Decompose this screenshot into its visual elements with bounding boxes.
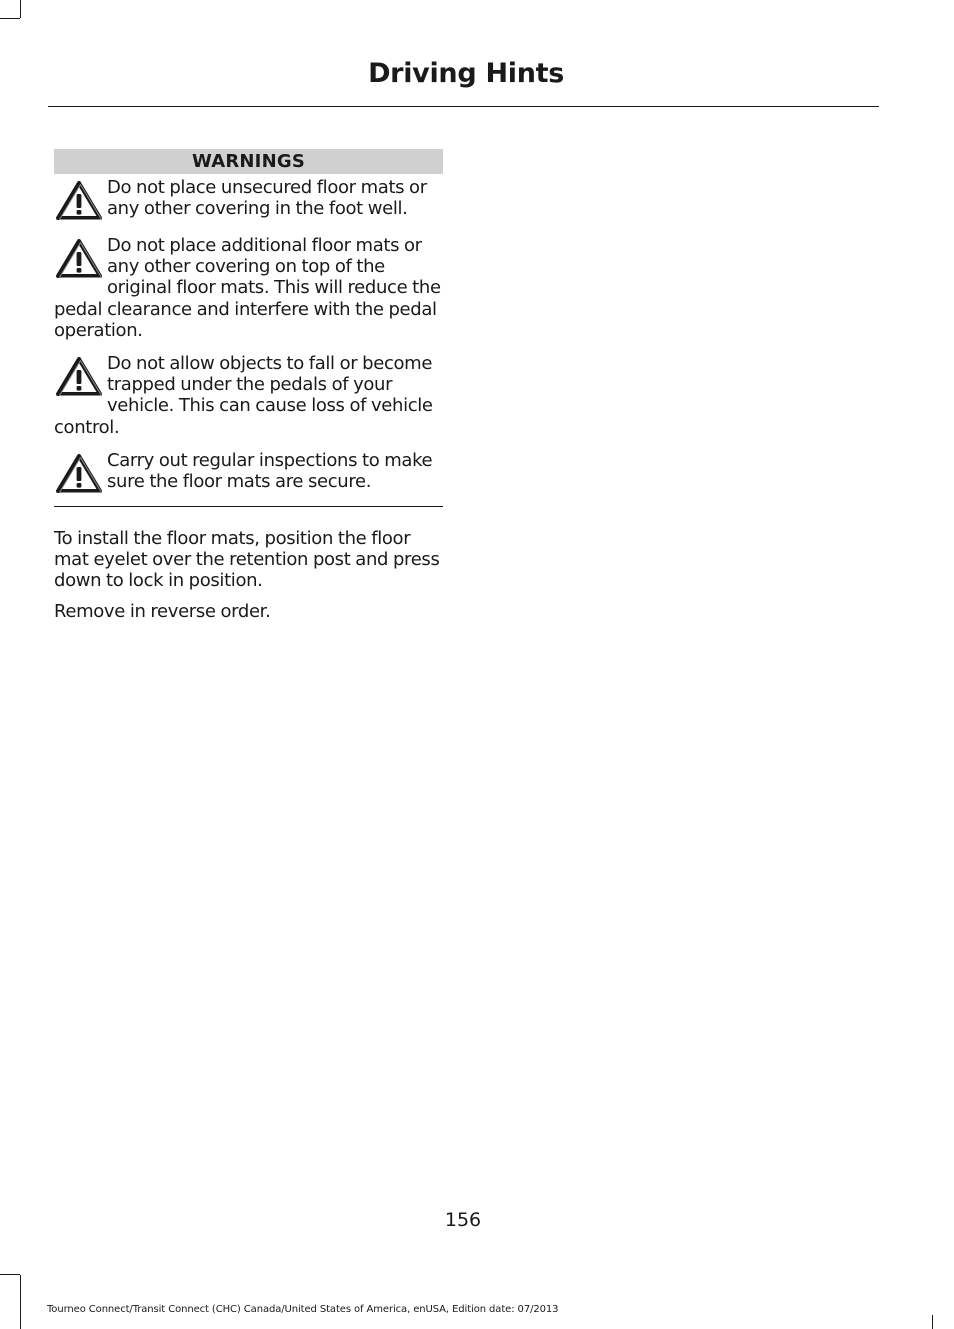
- warning-item: [54, 235, 443, 341]
- edition-footer: Tourneo Connect/Transit Connect (CHC) Canada/United States of America, enUSA, Edition date: 07/2013: [47, 1304, 559, 1315]
- page-number: 156: [444, 1209, 482, 1231]
- warning-item: [54, 450, 443, 496]
- warning-triangle-icon: [54, 179, 104, 223]
- warning-text: Do not place additional floor mats or any other covering on top of the original floor mats. This will reduce the pedal clearance and interfere with the pedal operation.: [54, 235, 441, 341]
- title-divider: [48, 106, 879, 107]
- content-column: [54, 149, 443, 623]
- warning-triangle-icon: [54, 237, 104, 281]
- body-paragraph: Remove in reverse order.: [54, 601, 271, 623]
- page-title: Driving Hints: [368, 58, 564, 89]
- warning-item: [54, 177, 443, 223]
- crop-mark: [0, 18, 20, 19]
- body-paragraph: To install the floor mats, position the floor mat eyelet over the retention post and press down to lock in position.: [54, 527, 440, 592]
- crop-mark: [0, 1274, 20, 1275]
- warning-text: Do not allow objects to fall or become trapped under the pedals of your vehicle. This can cause loss of vehicle control.: [54, 353, 433, 438]
- warning-text: Do not place unsecured floor mats or any other covering in the foot well.: [107, 177, 427, 220]
- warnings-heading: WARNINGS: [54, 149, 443, 174]
- crop-mark: [932, 1315, 933, 1329]
- warning-triangle-icon: [54, 355, 104, 399]
- crop-mark: [20, 0, 21, 18]
- warning-text: Carry out regular inspections to make sure the floor mats are secure.: [107, 449, 433, 493]
- warnings-end-divider: [54, 506, 443, 507]
- warning-item: [54, 353, 443, 438]
- crop-mark: [20, 1275, 21, 1329]
- warning-triangle-icon: [54, 452, 104, 496]
